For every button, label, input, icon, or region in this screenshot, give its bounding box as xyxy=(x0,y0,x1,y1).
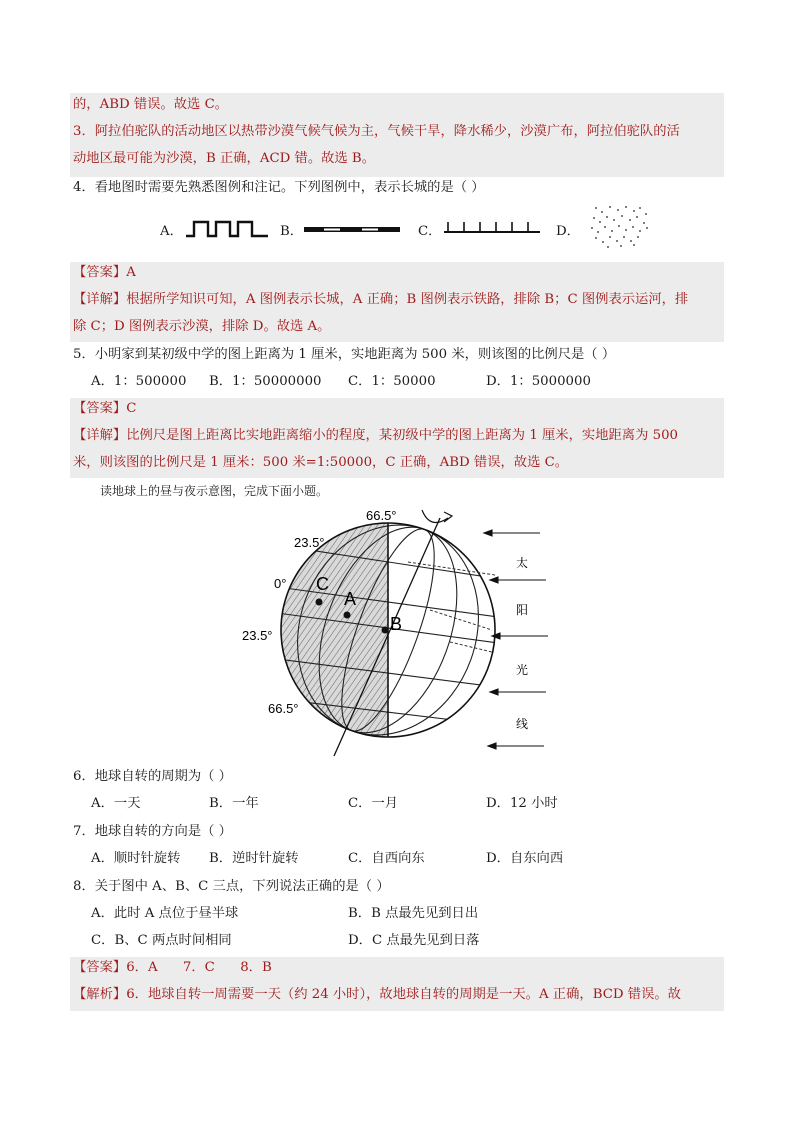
q7-option-a: A．顺时针旋转 xyxy=(91,851,181,866)
detail-tag: 【详解】 xyxy=(73,428,127,443)
point-a-dot xyxy=(344,612,351,619)
point-c-dot xyxy=(316,599,323,606)
option-a-label: A． xyxy=(160,224,183,239)
detail-tag: 【详解】 xyxy=(73,292,127,307)
sunlight-char-2: 阳 xyxy=(516,603,529,617)
answer-tag: 【答案】 xyxy=(73,265,127,280)
q7-option-d: D．自东向西 xyxy=(486,851,564,866)
explanation-line-1: 的，ABD 错误。故选 C。 xyxy=(73,97,229,112)
q8-option-b: B．B 点最先见到日出 xyxy=(348,906,479,921)
q7-option-c: C．自西向东 xyxy=(348,851,425,866)
point-c-label: C xyxy=(316,574,329,594)
q8-option-c: C．B、C 两点时间相同 xyxy=(91,933,232,948)
great-wall-symbol xyxy=(184,218,274,240)
detail-line-q5-2: 米，则该图的比例尺是 1 厘米：500 米=1:50000，C 正确，ABD 错误，故选 C。 xyxy=(73,455,569,470)
lat-0-label: 0° xyxy=(274,576,287,591)
answer-value: C xyxy=(126,401,137,416)
answer-value: 6．A 7．C 8．B xyxy=(126,960,272,975)
q5-option-b: B．1：50000000 xyxy=(209,374,322,389)
q6-option-d: D．12 小时 xyxy=(486,796,558,811)
point-b-dot xyxy=(382,627,389,634)
analysis-tag: 【解析】 xyxy=(73,987,127,1002)
option-d-label: D． xyxy=(556,224,580,239)
detail-line-q4-1 xyxy=(73,290,688,310)
explanation-line-2: 3．阿拉伯驼队的活动地区以热带沙漠气候气候为主，气候干旱，降水稀少，沙漠广布，阿拉伯驼队的活 xyxy=(73,124,680,139)
canal-symbol xyxy=(442,216,544,238)
explanation-line-3: 动地区最可能为沙漠，B 正确，ACD 错。故选 B。 xyxy=(73,151,376,166)
q7-option-b: B．逆时针旋转 xyxy=(209,851,299,866)
point-b-label: B xyxy=(390,614,403,634)
day-night-globe-figure xyxy=(230,500,570,765)
question-5-stem: 5．小明家到某初级中学的图上距离为 1 厘米，实地距离为 500 米，则该图的比例尺是（ ） xyxy=(73,347,616,362)
answer-value: A xyxy=(126,265,136,280)
answer-line-q5 xyxy=(73,399,136,419)
detail-line-q4-2: 除 C；D 图例表示沙漠，排除 D。故选 A。 xyxy=(73,319,331,334)
question-6-stem: 6．地球自转的周期为（ ） xyxy=(73,769,232,784)
analysis-text: 6．地球自转一周需要一天（约 24 小时），故地球自转的周期是一天。A 正确，BCD 错误。故 xyxy=(126,987,681,1002)
point-a-label: A xyxy=(344,589,357,609)
detail-line-q5-1 xyxy=(73,426,678,446)
question-7-stem: 7．地球自转的方向是（ ） xyxy=(73,824,232,839)
lat-66-north-label: 66.5° xyxy=(366,508,397,523)
question-4-stem: 4．看地图时需要先熟悉图例和注记。下列图例中，表示长城的是（ ） xyxy=(73,180,485,195)
q6-option-b: B．一年 xyxy=(209,796,259,811)
q8-option-a: A．此时 A 点位于昼半球 xyxy=(91,906,239,921)
option-b-label: B． xyxy=(280,224,304,239)
detail-text: 比例尺是图上距离比实地距离缩小的程度，某初级中学的图上距离为 1 厘米，实地距离为 500 xyxy=(126,428,678,443)
lat-66-south-label: 66.5° xyxy=(268,701,299,716)
legend-options xyxy=(160,212,660,248)
desert-symbol xyxy=(588,204,652,250)
q5-option-a: A．1：500000 xyxy=(91,374,187,389)
sunlight-char-4: 线 xyxy=(516,717,529,731)
detail-text: 根据所学知识可知，A 图例表示长城，A 正确；B 图例表示铁路，排除 B；C 图例表示运河，排 xyxy=(126,292,689,307)
sunlight-char-3: 光 xyxy=(516,663,529,677)
answer-tag: 【答案】 xyxy=(73,401,127,416)
answer-line-q4 xyxy=(73,263,136,283)
q8-option-d: D．C 点最先见到日落 xyxy=(348,933,480,948)
lat-23-north-label: 23.5° xyxy=(294,535,325,550)
lat-23-south-label: 23.5° xyxy=(242,628,273,643)
q5-option-d: D．1：5000000 xyxy=(486,374,591,389)
figure-intro: 读地球上的昼与夜示意图，完成下面小题。 xyxy=(100,484,329,498)
q6-option-c: C．一月 xyxy=(348,796,399,811)
option-c-label: C． xyxy=(418,224,442,239)
answer-line-q6-8 xyxy=(73,958,272,978)
q6-option-a: A．一天 xyxy=(91,796,141,811)
q5-option-c: C．1：50000 xyxy=(348,374,436,389)
analysis-line xyxy=(73,985,681,1005)
sunlight-char-1: 太 xyxy=(516,556,529,570)
railway-symbol xyxy=(302,220,404,240)
question-8-stem: 8．关于图中 A、B、C 三点，下列说法正确的是（ ） xyxy=(73,879,390,894)
answer-tag: 【答案】 xyxy=(73,960,127,975)
